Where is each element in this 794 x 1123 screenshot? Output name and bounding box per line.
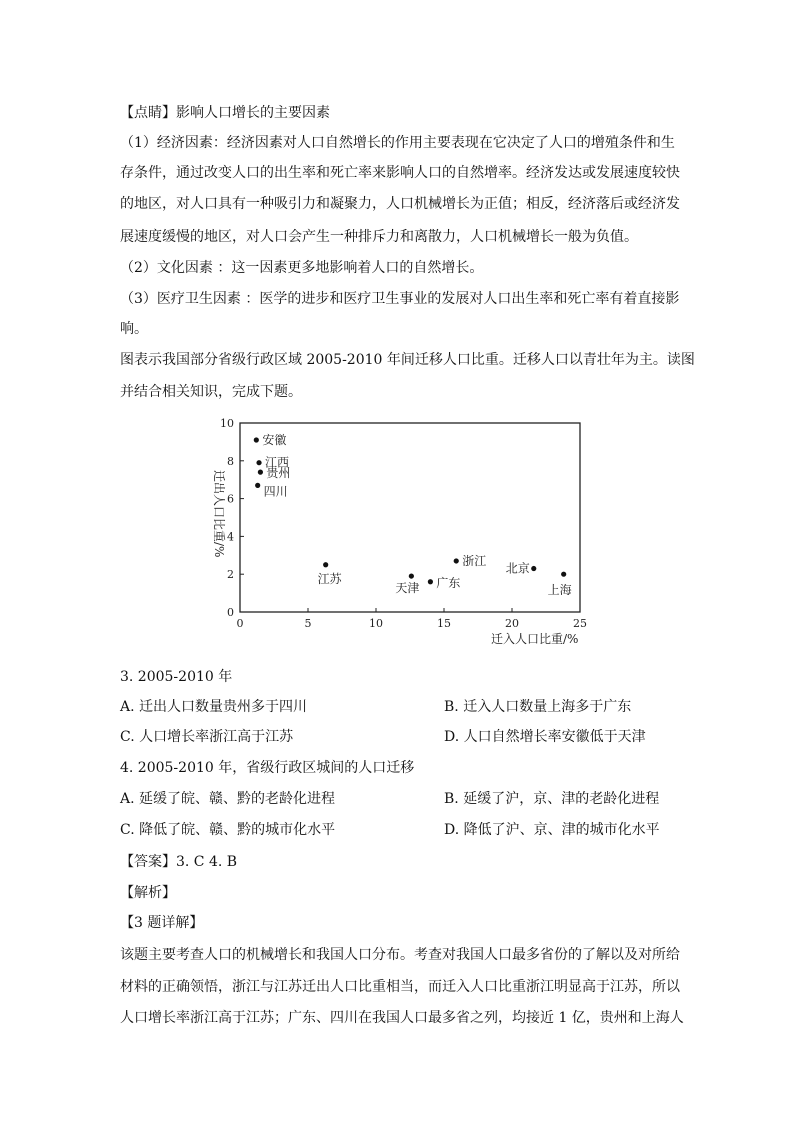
question-stem-1: 图表示我国部分省级行政区域 2005-2010 年间迁移人口比重。迁移人口以青壮年为主。读图: [120, 352, 695, 368]
explanation-line-1: 该题主要考查人口的机械增长和我国人口分布。考查对我国人口最多省份的了解以及对所给: [120, 947, 680, 963]
data-point: [256, 460, 261, 465]
q4-option-b: B. 延缓了沪，京、津的老龄化进程: [444, 791, 660, 807]
q3-option-d: D. 人口自然增长率安徽低于天津: [444, 729, 646, 745]
data-point-label: 贵州: [266, 466, 291, 481]
paragraph-economic-3: 的地区，对人口具有一种吸引力和凝聚力，人口机械增长为正值；相反，经济落后或经济发: [120, 196, 680, 212]
x-tick-label: 0: [236, 617, 244, 630]
y-tick-label: 4: [227, 530, 234, 544]
q4-stem: 4. 2005-2010 年，省级行政区城间的人口迁移: [120, 760, 415, 776]
data-point-label: 江西: [265, 455, 290, 470]
q3-option-c: C. 人口增长率浙江高于江苏: [120, 729, 294, 745]
chart-axes: [220, 417, 587, 630]
x-tick-label: 5: [304, 617, 312, 630]
data-point: [561, 572, 566, 577]
paragraph-economic-4: 展速度缓慢的地区，对人口会产生一种排斥力和离散力，人口机械增长一般为负值。: [120, 229, 638, 245]
q3-option-b: B. 迁入人口数量上海多于广东: [444, 699, 632, 715]
q3-detail-heading: 【3 题详解】: [120, 915, 204, 931]
paragraph-culture: （2）文化因素 ：这一因素更多地影响着人口的自然增长。: [120, 260, 484, 276]
y-tick-label: 8: [227, 454, 234, 468]
paragraph-medical-2: 响。: [120, 321, 148, 337]
data-point: [454, 558, 459, 563]
explanation-line-3: 人口增长率浙江高于江苏；广东、四川在我国人口最多省之列，均接近 1 亿，贵州和上海人: [120, 1010, 684, 1026]
q4-option-c: C. 降低了皖、赣、黔的城市化水平: [120, 822, 336, 838]
data-point: [258, 470, 263, 475]
section-heading: 【点睛】影响人口增长的主要因素: [120, 105, 330, 121]
data-point-label: 安徽: [262, 433, 287, 448]
x-tick-label: 20: [505, 617, 519, 630]
answer-line: 【答案】3. C 4. B: [120, 854, 238, 870]
paragraph-medical-1: （3）医疗卫生因素 ：医学的进步和医疗卫生事业的发展对人口出生率和死亡率有着直接影: [120, 291, 680, 307]
chart-points: [254, 432, 572, 597]
x-tick-label: 15: [437, 617, 451, 630]
y-tick-label: 6: [227, 492, 234, 506]
q4-option-a: A. 延缓了皖、赣、黔的老龄化进程: [120, 791, 336, 807]
data-point-label: 江苏: [317, 571, 342, 586]
y-tick-label: 0: [227, 606, 234, 619]
y-tick-label: 2: [227, 568, 234, 582]
data-point: [255, 483, 260, 488]
q4-option-d: D. 降低了沪、京、津的城市化水平: [444, 822, 660, 838]
question-stem-2: 并结合相关知识，完成下题。: [120, 384, 302, 400]
x-tick-label: 25: [573, 617, 587, 630]
x-tick-label: 10: [369, 617, 383, 630]
data-point-label: 四川: [263, 484, 288, 499]
data-point-label: 广东: [436, 575, 461, 590]
paragraph-economic-1: （1）经济因素：经济因素对人口自然增长的作用主要表现在它决定了人口的增殖条件和生: [120, 135, 675, 151]
data-point: [323, 562, 328, 567]
x-axis-label: 迁入人口比重/%: [491, 632, 579, 646]
y-tick-label: 10: [220, 417, 234, 430]
explanation-line-2: 材料的正确领悟，浙江与江苏迁出人口比重相当，而迁入人口比重浙江明显高于江苏，所以: [120, 979, 680, 995]
y-axis-label: 迁出人口比重/%: [212, 470, 226, 558]
data-point: [531, 566, 536, 571]
data-point-label: 天津: [395, 581, 420, 596]
migration-scatter-chart: [195, 410, 600, 650]
data-point: [409, 573, 414, 578]
q3-stem: 3. 2005-2010 年: [120, 669, 233, 685]
paragraph-economic-2: 存条件，通过改变人口的出生率和死亡率来影响人口的自然增率。经济发达或发展速度较快: [120, 165, 680, 181]
data-point-label: 浙江: [462, 553, 487, 568]
analysis-heading: 【解析】: [120, 885, 176, 901]
data-point-label: 上海: [547, 583, 572, 598]
data-point: [428, 579, 433, 584]
q3-option-a: A. 迁出人口数量贵州多于四川: [120, 699, 308, 715]
data-point: [254, 437, 259, 442]
data-point-label: 北京: [505, 561, 530, 576]
